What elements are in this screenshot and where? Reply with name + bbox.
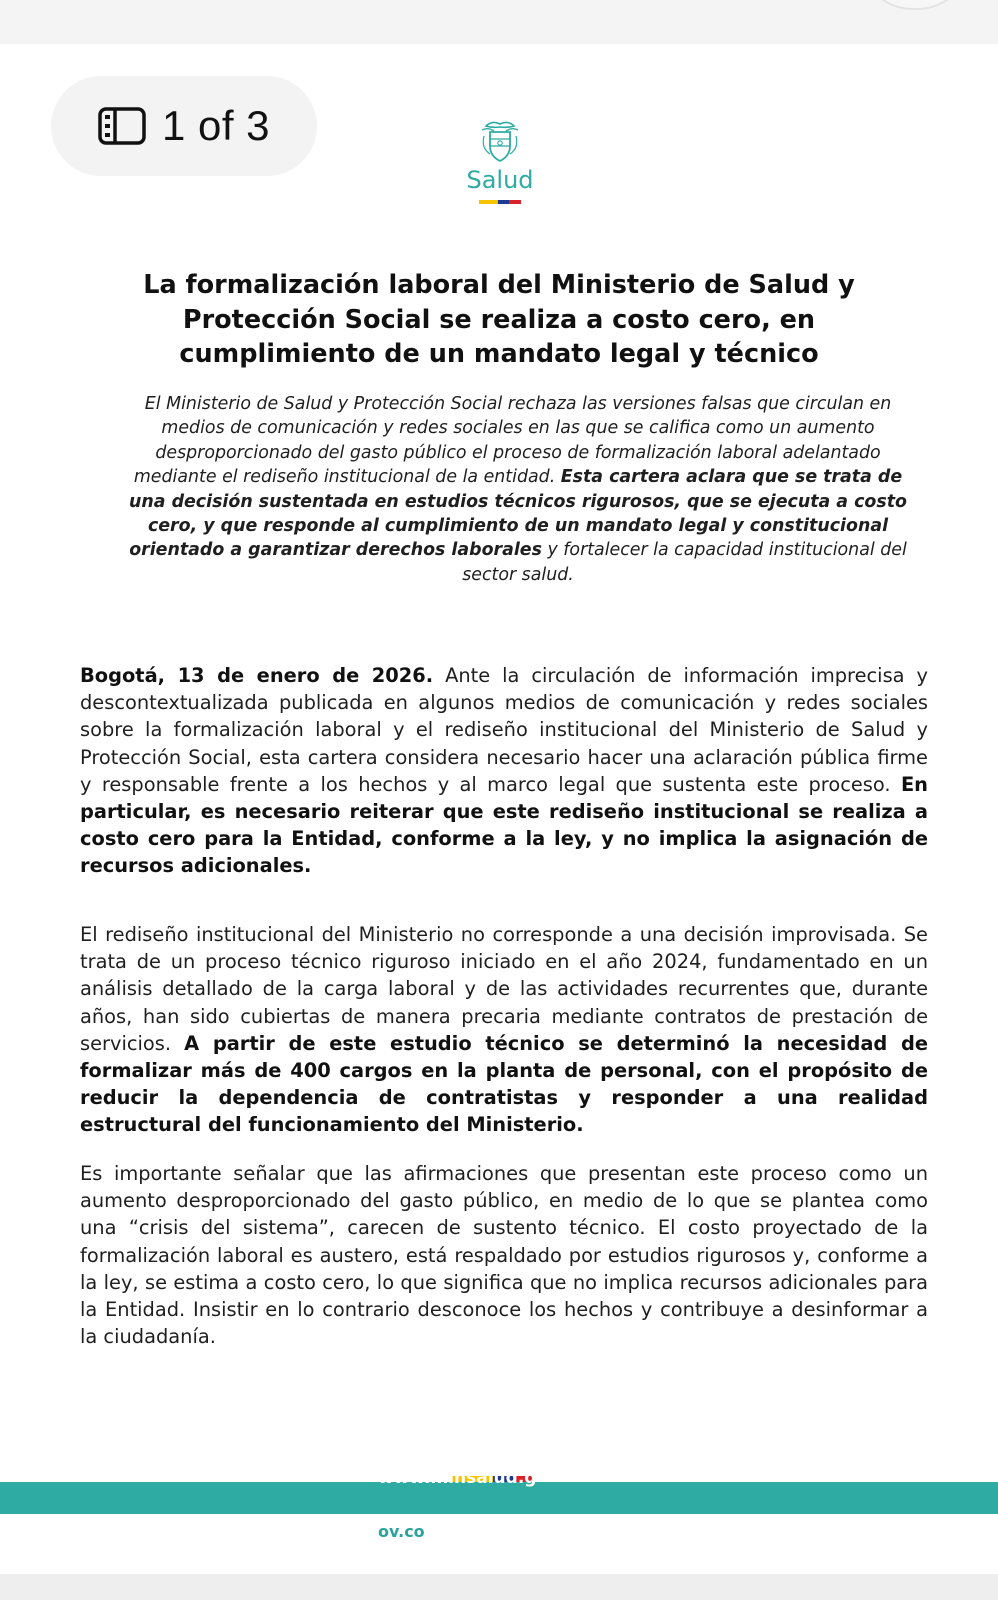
viewer-bottom-bar xyxy=(0,1574,998,1600)
footer-url-line1: www.minsalud.g xyxy=(378,1468,537,1488)
logo-flag-bar xyxy=(479,200,521,204)
document-page xyxy=(0,44,998,1574)
footer-url-line2: ov.co xyxy=(378,1522,425,1541)
ministry-logo xyxy=(455,118,545,204)
body-paragraph-2 xyxy=(80,921,928,1139)
paragraph-1-text: Ante la circulación de información imprecisa y descontextualizada publicada en algunos medios de comunicación y redes sociales sobre la formalización laboral y el rediseño institucional del Ministerio de Salud y Protección Social, esta cartera considera necesario hacer una aclaración pública firme y responsable frente a los hechos y al marco legal que sustenta este proceso. xyxy=(80,664,928,796)
paragraph-2-bold: A partir de este estudio técnico se determinó la necesidad de formalizar más de 400 cargos en la planta de personal, con el propósito de reducir la dependencia de contratistas y responder a una realidad estructural del funcionamiento del Ministerio. xyxy=(80,1031,929,1137)
paragraph-1-bold: En particular, es necesario reiterar que este rediseño institucional se realiza a costo cero para la Entidad, conforme a la ley, y no implica la asignación de recursos adicionales. xyxy=(80,772,928,878)
lead-plain: El Ministerio de Salud y Protección Social rechaza las versiones falsas que circulan en medios de comunicación y redes sociales en las que se califica como un aumento desproporcionado del gasto público el proceso de formalización laboral adelantado mediante el rediseño institucional de la entidad. xyxy=(133,394,892,488)
coat-of-arms-icon xyxy=(478,118,522,164)
lead-paragraph xyxy=(118,392,918,587)
logo-name: Salud xyxy=(466,166,534,194)
body-paragraph-1 xyxy=(80,662,928,880)
lead-tail: y fortalecer la capacidad institucional del sector salud. xyxy=(462,540,907,585)
lead-bold: Esta cartera aclara que se trata de una decisión sustentada en estudios técnicos rigurosos, que se ejecuta a costo cero, y que responde al cumplimiento de un mandato legal y constitucional orientado a garantizar derechos laborales xyxy=(129,467,907,561)
dateline: Bogotá, 13 de enero de 2026. xyxy=(80,664,434,687)
page-list-icon xyxy=(98,107,146,145)
document-title: La formalización laboral del Ministerio de Salud y Protección Social se realiza a costo cero, en cumplimiento de un mandato legal y técnico xyxy=(143,270,855,369)
page-indicator[interactable] xyxy=(51,76,317,176)
paragraph-2-text: El rediseño institucional del Ministerio no corresponde a una decisión improvisada. Se trata de un proceso técnico riguroso iniciado en el año 2024, fundamentado en un análisis detallado de la carga laboral y de las actividades recurrentes que, durante años, han sido cubiertas de manera precaria mediante contratos de prestación de servicios. xyxy=(80,923,928,1055)
footer-url-clip xyxy=(378,1468,537,1514)
page-indicator-text: 1 of 3 xyxy=(161,102,271,149)
viewer-top-bar xyxy=(0,0,998,44)
body-paragraph-3: Es importante señalar que las afirmaciones que presentan este proceso como un aumento desproporcionado del gasto público, en medio de lo que se plantea como una “crisis del sistema”, carecen de sustento técnico. El costo proyectado de la formalización laboral es austero, está respaldado por estudios rigurosos y, conforme a la ley, se estima a costo cero, lo que significa que no implica recursos adicionales para la Entidad. Insistir en lo contrario desconoce los hechos y contribuye a desinformar a la ciudadanía. xyxy=(80,1162,928,1349)
